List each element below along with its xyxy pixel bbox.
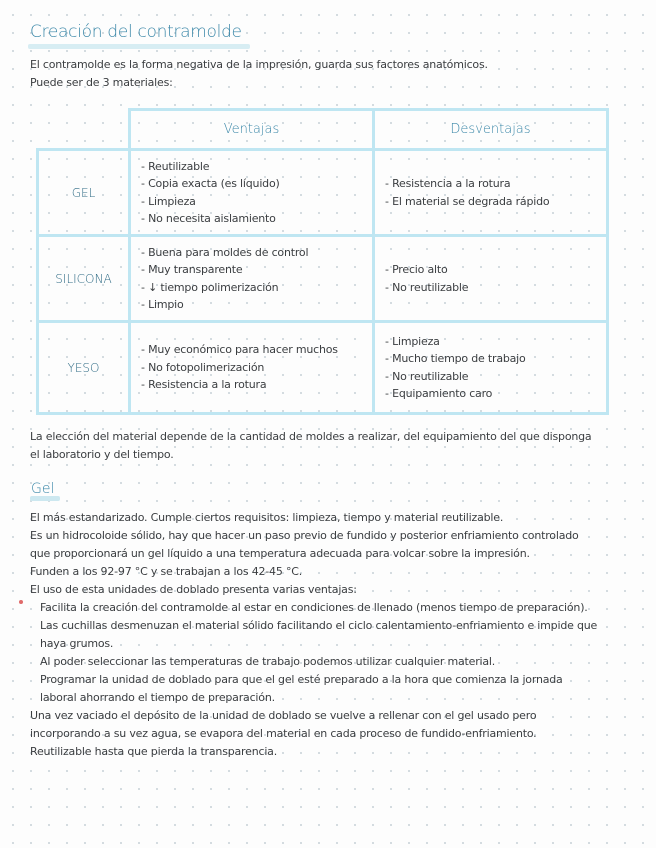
gel-desventajas <box>374 150 608 236</box>
list-item: - Mucho tiempo de trabajo <box>385 352 526 365</box>
list-item: - Muy económico para hacer muchos <box>141 343 338 357</box>
gel-line: El uso de esta unidades de doblado presenta varias ventajas: <box>30 583 357 596</box>
silicona-ventajas <box>130 236 374 322</box>
yeso-ventajas <box>130 322 374 414</box>
page-title: Creación del contramolde <box>30 22 242 42</box>
choice-paragraph <box>30 428 591 464</box>
bullet-marker <box>19 600 23 604</box>
list-item: - Resistencia a la rotura <box>385 177 511 190</box>
intro-line: El contramolde es la forma negativa de la impresión, guarda sus factores anatómicos. <box>30 58 488 71</box>
table-row <box>38 150 608 236</box>
gel-line: Es un hidrocoloide sólido, hay que hacer un paso previo de fundido y posterior enfriamiento controlado <box>30 529 579 542</box>
intro-paragraph <box>30 56 488 92</box>
list-item: - No fotopolimerización <box>141 360 265 374</box>
gel-line: Funden a los 92-97 °C y se trabajan a los 42-45 °C. <box>30 565 303 578</box>
choice-line: La elección del material depende de la cantidad de moldes a realizar, del equipamiento del que disponga <box>30 430 592 443</box>
table-header-row <box>38 110 608 150</box>
list-item: - Copia exacta (es líquido) <box>141 177 280 190</box>
yeso-desventajas <box>374 322 608 414</box>
gel-bullet-line: haya grumos. <box>40 637 114 650</box>
choice-line: el laboratorio y del tiempo. <box>30 448 174 461</box>
list-item: - Limpieza <box>385 334 440 348</box>
title-highlight <box>28 44 250 49</box>
gel-line: El más estandarizado. Cumple ciertos requisitos: limpieza, tiempo y material reutilizable. <box>30 511 504 524</box>
list-item: - Buena para moldes de control <box>141 245 309 259</box>
gel-line: Una vez vaciado el depósito de la unidad de doblado se vuelve a rellenar con el gel usado pero <box>30 709 537 722</box>
gel-paragraph <box>30 509 597 761</box>
gel-line: que proporcionará un gel líquido a una temperatura adecuada para volcar sobre la impresión. <box>30 547 530 560</box>
table-corner <box>38 110 130 150</box>
silicona-desventajas <box>374 236 608 322</box>
gel-line: Reutilizable hasta que pierda la transparencia. <box>30 745 278 758</box>
list-item: - Resistencia a la rotura <box>141 378 267 392</box>
table-row <box>38 236 608 322</box>
list-item: - No reutilizable <box>385 369 469 383</box>
gel-bullet-line: Facilita la creación del contramolde al estar en condiciones de llenado (menos tiempo de preparación). <box>40 601 588 614</box>
header-ventajas: Ventajas <box>130 110 374 150</box>
section-title-gel: Gel <box>31 481 55 497</box>
list-item: - Limpieza <box>141 194 196 208</box>
list-item: - No reutilizable <box>385 280 469 294</box>
materials-table <box>36 108 609 415</box>
list-item: - Muy transparente <box>141 263 243 276</box>
row-label-gel: GEL <box>38 150 130 236</box>
gel-bullet-line: Al poder seleccionar las temperaturas de trabajo podemos utilizar cualquier material. <box>40 655 496 668</box>
gel-bullet-line: Programar la unidad de doblado para que el gel esté preparado a la hora que comienza la jornada <box>40 673 563 686</box>
list-item: - Reutilizable <box>141 159 210 173</box>
gel-ventajas <box>130 150 374 236</box>
gel-bullet-line: laboral ahorrando el tiempo de preparación. <box>40 691 275 704</box>
intro-line: Puede ser de 3 materiales: <box>30 76 173 89</box>
gel-line: incorporando a su vez agua, se evapora del material en cada proceso de fundido-enfriamiento. <box>30 727 537 740</box>
row-label-yeso: YESO <box>38 322 130 414</box>
list-item: - No necesita aislamiento <box>141 212 276 225</box>
list-item: - Equipamiento caro <box>385 387 493 400</box>
list-item: - El material se degrada rápido <box>385 194 550 208</box>
row-label-silicona: SILICONA <box>38 236 130 322</box>
table-row <box>38 322 608 414</box>
list-item: - ↓ tiempo polimerización <box>141 280 279 294</box>
list-item: - Precio alto <box>385 263 448 276</box>
list-item: - Limpio <box>141 298 184 311</box>
gel-bullet-line: Las cuchillas desmenuzan el material sólido facilitando el ciclo calentamiento-enfriamiento e impide que <box>40 619 598 632</box>
header-desventajas: Desventajas <box>374 110 608 150</box>
